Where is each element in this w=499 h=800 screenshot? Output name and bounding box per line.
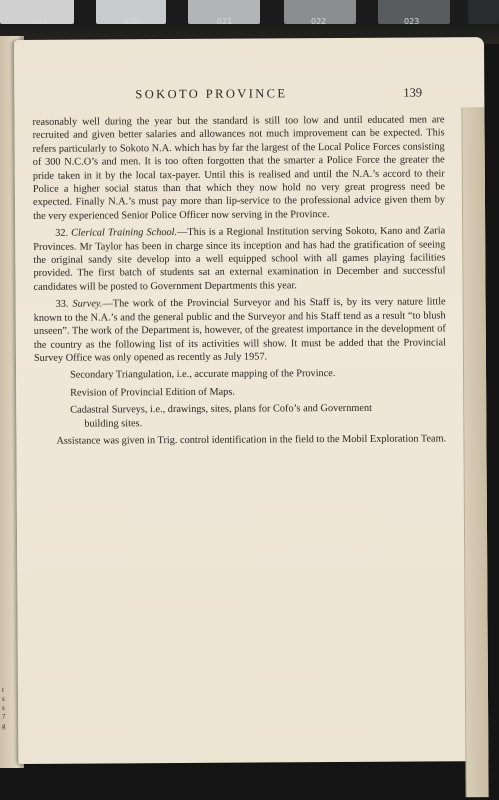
left-page-mark: s <box>2 695 5 703</box>
left-page-mark: 7 <box>2 713 6 721</box>
paragraph-police: reasonably well during the year but the standard is still too low and until educated men are recruited and given better salaries and allowances not much improvement can be expected. This refers particularly to Sokoto N.A. which has by far the largest of the Local Police Forces consisting of 300 N.C.O’s and men. It is too often forgotten that the smarter a Police Force the greater the pride taken in it by the local tax-payer. Until this is realised and until the N.A.’s accord to their Police a higher social status than that which they now hold no very great progress need be expected. Finally N.A.’s must pay more than lip-service to the professional advice given them by the very experienced Senior Police Officer now serving in the Province. <box>32 114 446 222</box>
page-number: 139 <box>403 85 423 100</box>
list-item-continuation: building sites. <box>84 417 143 430</box>
frame-number: 020 <box>124 17 140 26</box>
list-item-text: Cadastral Surveys, i.e., drawings, sites, plans for Cofo’s and Government <box>70 402 372 416</box>
left-page-marks <box>2 686 10 731</box>
paragraph-survey <box>34 296 446 366</box>
running-head: SOKOTO PROVINCE <box>135 86 288 102</box>
page-header <box>14 85 454 104</box>
left-page-mark: g <box>2 722 6 730</box>
frame-number: 022 <box>311 17 327 26</box>
paragraph-heading: Clerical Training School. <box>71 227 178 239</box>
page-stack-edge <box>461 107 488 797</box>
color-patch <box>468 0 499 24</box>
left-page-mark: t <box>2 686 4 694</box>
paragraph-number: 32. <box>55 227 69 240</box>
paragraph-text: —This is a Regional Institution serving Sokoto, Kano and Zaria Provinces. Mr Taylor has been in charge since its inception and has had the gratification of seeing the original sandy site develop into a well equipped school with all games playing facilities provided. The first batch of students sat an external examination in December and successful candidates will be posted to Government Departments this year. <box>33 225 446 293</box>
list-item: Revision of Provincial Edition of Maps. <box>70 386 235 399</box>
frame-number: 021 <box>217 17 233 26</box>
frame-number: 023 <box>404 17 420 26</box>
list-item: Secondary Triangulation, i.e., accurate mapping of the Province. <box>70 368 336 381</box>
paragraph-text: —The work of the Provincial Surveyor and his Staff is, by its very nature little known to the N.A.’s and the general public and the Surveyor and his Staff tend as a result “to blush unseen”. The work of the Department is, however, of the greatest importance in the development of the country as the following list of its activities will show. It must be added that the Provincial Survey Office was only opened as recently as July 1957. <box>33 296 446 364</box>
frame-number: 019 <box>32 17 48 26</box>
paragraph-heading: Survey. <box>72 298 103 310</box>
paragraph-clerical-school <box>33 225 445 295</box>
list-item <box>70 401 446 430</box>
document-page <box>14 37 488 764</box>
paragraph-assistance: Assistance was given in Trig. control identification in the field to the Mobil Exploration Team. <box>56 433 447 447</box>
paragraph-number: 33. <box>55 298 69 311</box>
left-page-mark: s <box>2 704 5 712</box>
body-text <box>32 113 446 448</box>
